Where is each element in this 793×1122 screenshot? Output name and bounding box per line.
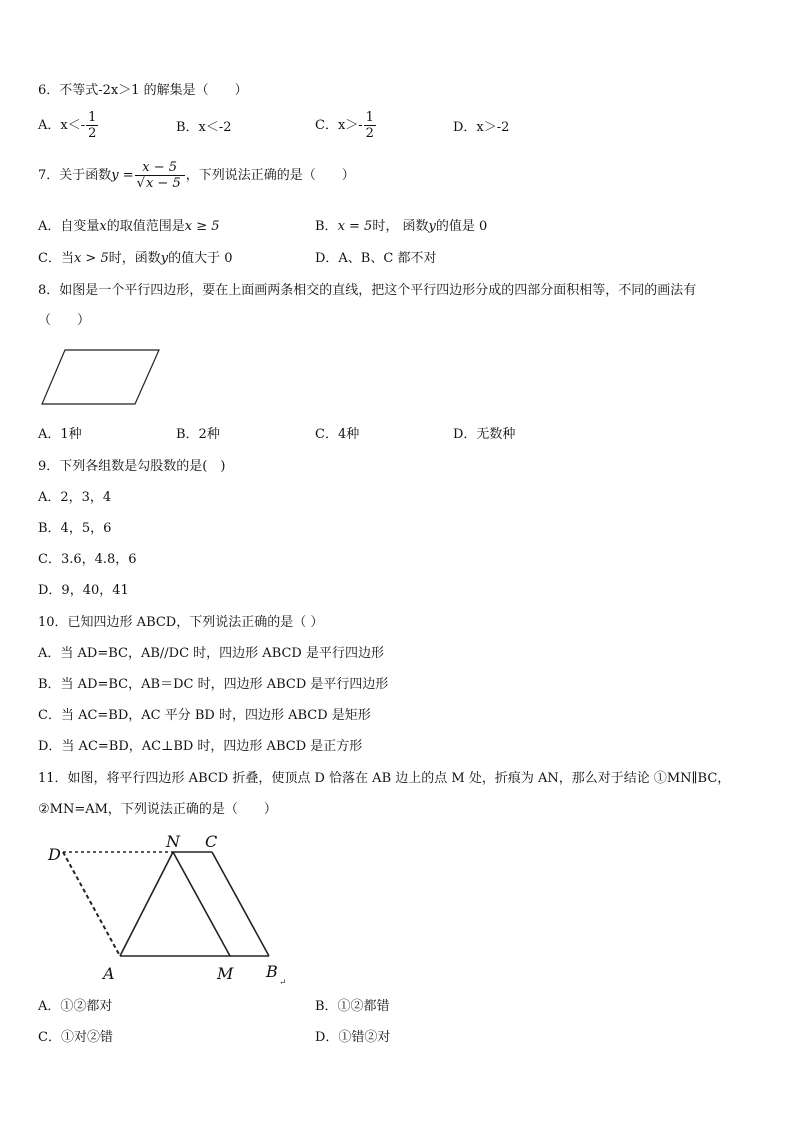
q8-option-d: D．无数种 xyxy=(453,427,516,442)
q8-option-b: B．2种 xyxy=(176,427,220,442)
q9-option-b: B．4，5，6 xyxy=(38,521,112,536)
label-b: B xyxy=(266,962,278,981)
q8-stem: 8．如图是一个平行四边形，要在上面画两条相交的直线，把这个平行四边形分成的四部分面积相等，不同的画法有 xyxy=(38,283,697,298)
q7-option-b: B．x = 5时， 函数y的值是 0 xyxy=(315,219,488,234)
q9-stem: 9．下列各组数是勾股数的是( ) xyxy=(38,459,226,474)
q7-option-d: D．A、B、C 都不对 xyxy=(315,251,437,266)
q11-option-d: D．①错②对 xyxy=(315,1030,391,1045)
parallelogram-shape xyxy=(42,350,159,404)
label-n: N xyxy=(166,832,180,851)
q8-option-c: C．4种 xyxy=(315,427,360,442)
q10-option-c: C．当 AC=BD，AC 平分 BD 时，四边形 ABCD 是矩形 xyxy=(38,708,371,723)
q6-option-c: C．x＞- $\frac{1}{2}$ xyxy=(315,110,374,141)
q6-c-fraction: $\frac{1}{2}$ xyxy=(365,110,374,141)
q6-option-d: D．x＞-2 xyxy=(453,120,510,135)
q11-option-b: B．①②都错 xyxy=(315,999,390,1014)
label-m: M xyxy=(217,964,234,983)
q6-option-a: A．x＜- $\frac{1}{2}$ xyxy=(38,110,97,141)
q10-option-b: B．当 AD=BC，AB＝DC 时，四边形 ABCD 是平行四边形 xyxy=(38,677,389,692)
q8-option-a: A．1种 xyxy=(38,427,82,442)
q7-function-fraction: $\frac{x - 5}{√x - 5}$ xyxy=(135,160,185,191)
q7-option-a: A．自变量x的取值范围是x ≥ 5 xyxy=(38,219,220,234)
q8-parallelogram-figure xyxy=(38,346,168,410)
q9-option-d: D．9，40，41 xyxy=(38,583,129,598)
q6-option-b: B．x＜-2 xyxy=(176,120,232,135)
q10-stem: 10．已知四边形 ABCD，下列说法正确的是（ ） xyxy=(38,615,324,630)
label-a: A xyxy=(103,964,115,983)
q11-fold-figure xyxy=(40,828,300,988)
label-d: D xyxy=(48,845,61,864)
return-mark-icon: ↵ xyxy=(279,978,287,988)
q11-stem-line1: 11．如图，将平行四边形 ABCD 折叠，使顶点 D 恰落在 AB 边上的点 M 处，折痕为 AN，那么对于结论 ①MN∥BC， xyxy=(38,771,731,786)
q11-option-a: A．①②都对 xyxy=(38,999,113,1014)
q8-answer-paren: （ ） xyxy=(38,313,91,328)
q7-option-c: C．当x > 5时，函数y的值大于 0 xyxy=(38,251,233,266)
q9-option-c: C．3.6，4.8，6 xyxy=(38,552,137,567)
q7-stem: 7．关于函数y = $\frac{x - 5}{√x - 5}$ ，下列说法正确的是（ ） xyxy=(38,160,355,191)
dashed-edge-da xyxy=(63,852,120,956)
q10-option-a: A．当 AD=BC，AB//DC 时，四边形 ABCD 是平行四边形 xyxy=(38,646,384,661)
q6-a-fraction: $\frac{1}{2}$ xyxy=(88,110,97,141)
fold-an xyxy=(120,852,173,956)
q11-stem-line2: ②MN=AM，下列说法正确的是（ ） xyxy=(38,802,277,817)
q11-option-c: C．①对②错 xyxy=(38,1030,113,1045)
q10-option-d: D．当 AC=BD，AC⊥BD 时，四边形 ABCD 是正方形 xyxy=(38,739,363,754)
q9-option-a: A．2，3，4 xyxy=(38,490,112,505)
q6-stem: 6．不等式-2x＞1 的解集是（ ） xyxy=(38,83,248,98)
label-c: C xyxy=(205,832,218,851)
